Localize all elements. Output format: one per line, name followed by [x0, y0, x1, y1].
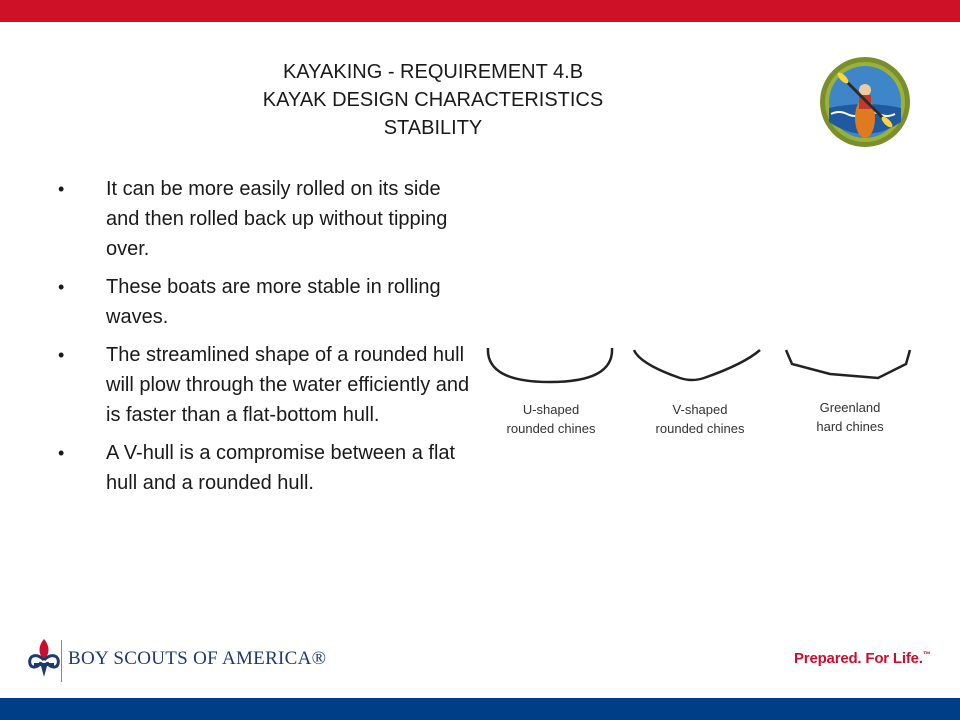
tagline-text: Prepared. For Life. — [794, 650, 923, 667]
hull-shapes-figure — [480, 342, 920, 452]
slide-title — [220, 58, 646, 142]
title-line-3: STABILITY — [383, 117, 483, 139]
bullet-icon: • — [58, 443, 65, 463]
kayaking-merit-badge-icon — [819, 56, 911, 148]
bullet-text: The streamlined shape of a rounded hull will plow through the water efficiently and is faster than a flat-bottom hull. — [106, 344, 470, 426]
hull-label-v — [635, 400, 765, 438]
bullet-item — [58, 272, 478, 332]
tagline — [794, 650, 931, 667]
bottom-accent-bar — [0, 698, 960, 720]
hull-profiles — [480, 342, 920, 392]
bullet-item — [58, 174, 478, 264]
bullet-text: These boats are more stable in rolling waves. — [106, 276, 441, 328]
greenland-hull-profile — [786, 350, 910, 378]
trademark-mark: ™ — [922, 650, 931, 659]
bsa-fleur-de-lis-icon — [24, 636, 64, 680]
hull-label-greenland — [785, 398, 915, 436]
title-line-1: KAYAKING - REQUIREMENT 4.B — [282, 61, 584, 83]
bullet-text: A V-hull is a compromise between a flat hull and a rounded hull. — [106, 442, 456, 494]
hull-label-u — [486, 400, 616, 438]
v-hull-profile — [634, 350, 760, 380]
top-accent-bar — [0, 0, 960, 22]
bullet-icon: • — [58, 345, 65, 365]
hull-label-line: rounded chines — [655, 421, 745, 436]
bullet-icon: • — [58, 179, 65, 199]
hull-label-line: U-shaped — [522, 402, 580, 417]
bullet-item — [58, 438, 478, 498]
bullet-icon: • — [58, 277, 65, 297]
hull-label-line: hard chines — [816, 419, 884, 434]
title-line-2: KAYAK DESIGN CHARACTERISTICS — [262, 89, 604, 111]
footer-divider — [61, 640, 62, 682]
bullet-item — [58, 340, 478, 430]
bullet-text: It can be more easily rolled on its side and then rolled back up without tipping over. — [106, 178, 448, 260]
u-hull-profile — [488, 348, 612, 382]
org-name: BOY SCOUTS OF AMERICA® — [68, 648, 327, 669]
hull-label-line: V-shaped — [672, 402, 728, 417]
bullet-list — [58, 174, 478, 506]
hull-label-line: Greenland — [819, 400, 881, 415]
hull-label-line: rounded chines — [506, 421, 596, 436]
